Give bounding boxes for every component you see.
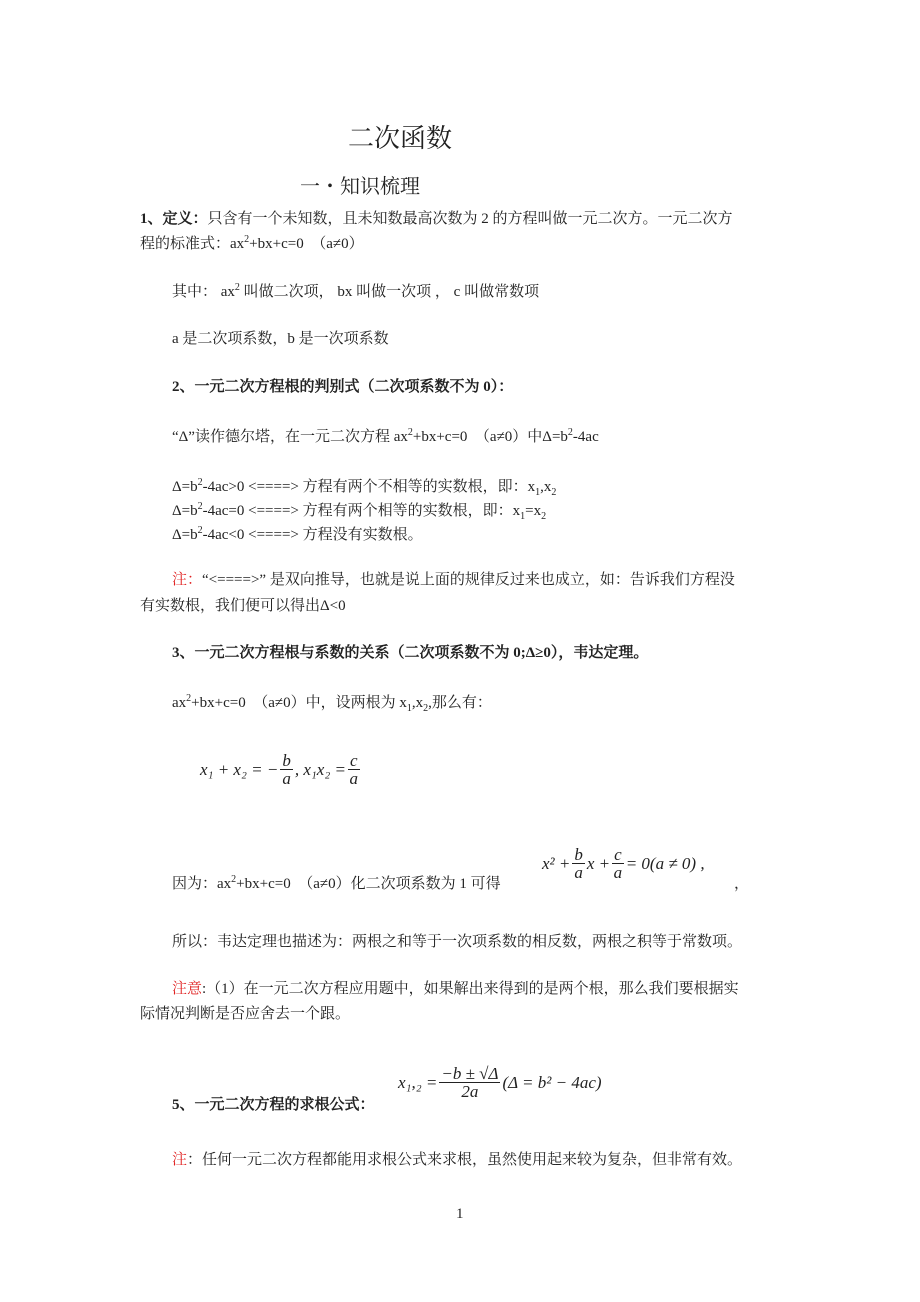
- formula-text: = 0(a ≠ 0) ,: [625, 853, 705, 873]
- denominator: a: [349, 769, 358, 788]
- text-line: [172, 932, 742, 952]
- text-line: [172, 874, 501, 894]
- text-line: [140, 234, 364, 254]
- section-heading: 一・知识梳理: [300, 176, 420, 198]
- text-segment: 3、一元二次方程根与系数的关系（二次项系数不为 0;Δ≥0），韦达定理。: [172, 645, 649, 661]
- denominator: a: [282, 769, 291, 788]
- text-line: [172, 329, 389, 349]
- text-segment: +bx+c=0 （a≠0）中，设两根为 x: [191, 695, 407, 711]
- text-segment: ,x: [411, 695, 424, 711]
- text-segment: ，: [734, 876, 750, 892]
- formula-text: (Δ = b² − 4ac): [502, 1072, 602, 1092]
- text-line: [140, 209, 733, 229]
- normalized-equation: [542, 846, 705, 881]
- text-segment: 2: [567, 427, 573, 438]
- quadratic-formula: [398, 1065, 602, 1100]
- text-segment: =x: [525, 503, 542, 519]
- text-segment: 其中： ax: [172, 284, 235, 300]
- text-segment: :（1）在一元二次方程应用题中，如果解出来得到的是两个根，那么我们要根据实: [202, 981, 739, 997]
- text-line: [172, 501, 546, 521]
- text-segment: 2: [197, 477, 203, 488]
- text-segment: Δ=b: [172, 527, 198, 543]
- text-line: [172, 427, 599, 447]
- text-line: [140, 1004, 350, 1024]
- text-segment: 1: [520, 511, 526, 522]
- fraction: [572, 846, 585, 881]
- text-segment: -4ac: [572, 429, 599, 445]
- text-segment: 1: [406, 703, 412, 714]
- text-segment: 2: [244, 234, 250, 245]
- text-segment: 叫做二次项， bx 叫做一次项 ， c 叫做常数项: [239, 284, 540, 300]
- text-line: [734, 874, 749, 894]
- text-segment: -4ac>0 <====> 方程有两个不相等的实数根，即：x: [202, 479, 536, 495]
- text-segment: -4ac=0 <====> 方程有两个相等的实数根，即：x: [202, 503, 521, 519]
- text-segment: 2: [231, 874, 237, 885]
- text-line: [172, 1095, 375, 1115]
- text-segment: ax: [172, 695, 187, 711]
- numerator: c: [349, 751, 358, 770]
- text-segment: 2: [234, 282, 240, 293]
- text-segment: 程的标准式：ax: [140, 236, 245, 252]
- text-segment: ,那么有：: [428, 695, 492, 711]
- text-segment: 2: [197, 501, 203, 512]
- formula-text: , x₁x₂ =: [294, 759, 346, 779]
- formula-text: x² +: [542, 853, 571, 873]
- denominator: a: [574, 863, 583, 882]
- text-line: [172, 377, 513, 397]
- denominator: 2a: [461, 1082, 479, 1101]
- text-segment: ,x: [540, 479, 552, 495]
- document-title: 二次函数: [348, 124, 453, 153]
- text-segment: 只含有一个未知数，且未知数最高次数为 2 的方程叫做一元二次方。一元二次方: [207, 211, 733, 227]
- text-line: [140, 596, 346, 616]
- text-line: [172, 477, 556, 497]
- text-segment: a 是二次项系数，b 是一次项系数: [172, 331, 389, 347]
- text-segment: 2: [407, 427, 413, 438]
- formula-text: x₁ + x₂ = −: [200, 759, 279, 779]
- text-segment: +bx+c=0 （a≠0）: [249, 236, 364, 252]
- text-segment: 2: [541, 511, 547, 522]
- denominator: a: [613, 863, 623, 882]
- numerator: −b ± √Δ: [441, 1064, 499, 1083]
- fraction: [612, 846, 624, 881]
- text-segment: 2: [551, 487, 557, 498]
- text-segment: 5、一元二次方程的求根公式：: [172, 1097, 375, 1113]
- text-segment: +bx+c=0 （a≠0）化二次项系数为 1 可得: [236, 876, 501, 892]
- text-line: [172, 1150, 742, 1170]
- fraction: [280, 752, 293, 787]
- text-segment: 1: [535, 487, 541, 498]
- text-line: [172, 643, 648, 663]
- note-label: 注意: [172, 981, 203, 997]
- text-line: [172, 979, 739, 999]
- text-segment: ：任何一元二次方程都能用求根公式来求根，虽然使用起来较为复杂，但非常有效。: [187, 1152, 743, 1168]
- text-line: [172, 570, 735, 590]
- note-label: 注：: [172, 572, 203, 588]
- text-segment: 有实数根，我们便可以得出Δ<0: [140, 598, 346, 614]
- text-segment: 所以：韦达定理也描述为：两根之和等于一次项系数的相反数，两根之积等于常数项。: [172, 934, 743, 950]
- text-segment: 1、定义：: [140, 211, 208, 227]
- numerator: b: [282, 751, 291, 770]
- text-segment: 2、一元二次方程根的判别式（二次项系数不为 0）：: [172, 379, 514, 395]
- numerator: c: [614, 845, 622, 864]
- text-line: [172, 282, 539, 302]
- note-label: 注: [172, 1152, 188, 1168]
- text-segment: Δ=b: [172, 503, 198, 519]
- text-segment: -4ac<0 <====> 方程没有实数根。: [202, 527, 423, 543]
- text-line: [172, 525, 423, 545]
- fraction: [439, 1065, 500, 1100]
- text-segment: 因为：ax: [172, 876, 232, 892]
- text-segment: 2: [197, 525, 203, 536]
- text-segment: “<====>” 是双向推导，也就是说上面的规律反过来也成立，如：告诉我们方程没: [202, 572, 735, 588]
- text-line: [172, 693, 492, 713]
- page-number: 1: [456, 1206, 464, 1222]
- formula-text: x₁,₂ =: [398, 1072, 438, 1092]
- text-segment: Δ=b: [172, 479, 198, 495]
- fraction: [348, 752, 360, 787]
- text-segment: +bx+c=0 （a≠0）中Δ=b: [412, 429, 568, 445]
- numerator: b: [574, 845, 583, 864]
- formula-text: x +: [586, 853, 611, 873]
- text-segment: 际情况判断是否应舍去一个跟。: [140, 1006, 351, 1022]
- text-segment: “Δ”读作德尔塔，在一元二次方程 ax: [172, 429, 408, 445]
- text-segment: 2: [423, 703, 429, 714]
- vieta-formula: [200, 752, 362, 787]
- text-segment: 2: [186, 693, 192, 704]
